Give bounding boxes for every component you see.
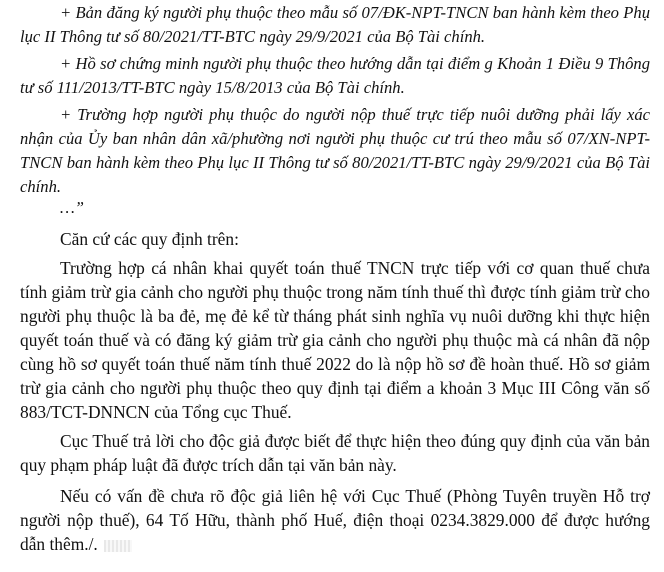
quoted-provisions: [20, 1, 650, 217]
quoted-provision-dependent-registration: + Bản đăng ký người phụ thuộc theo mẫu số 07/ĐK-NPT-TNCN ban hành kèm theo Phụ lục II Thông tư số 80/2021/TT-BTC ngày 29/9/2021 của Bộ Tài chính.: [20, 3, 650, 46]
answer-intro: Căn cứ các quy định trên:: [60, 229, 239, 249]
answer-body: [20, 227, 650, 556]
quoted-provision-commune-confirmation: + Trường hợp người phụ thuộc do người nộp thuế trực tiếp nuôi dưỡng phải lấy xác nhận của Ủy ban nhân dân xã/phường nơi người phụ thuộc cư trú theo mẫu số 07/XN-NPT-TNCN ban hành kèm theo Phụ lục II Thông tư số 80/2021/TT-BTC ngày 29/9/2021 của Bộ Tài chính.: [20, 105, 650, 196]
answer-paragraph-deduction: Trường hợp cá nhân khai quyết toán thuế TNCN trực tiếp với cơ quan thuế chưa tính giảm trừ gia cảnh cho người phụ thuộc trong năm tính thuế thì được tính giảm trừ cho người phụ thuộc là ba đẻ, mẹ đẻ kể từ tháng phát sinh nghĩa vụ nuôi dưỡng khi thực hiện quyết toán thuế và có đăng ký giảm trừ gia cảnh cho người phụ thuộc mà cá nhân đã nộp cùng hồ sơ quyết toán thuế năm tính thuế 2022 do là nộp hồ sơ đề hoàn thuế. Hồ sơ giảm trừ gia cảnh cho người phụ thuộc theo quy định tại điểm a khoản 3 Mục III Công văn số 883/TCT-DNNCN của Tổng cục Thuế.: [20, 258, 650, 422]
faint-watermark-mark: [104, 540, 132, 552]
quote-end-mark: …”: [60, 198, 84, 217]
answer-paragraph-conclusion: Cục Thuế trả lời cho độc giả được biết để thực hiện theo đúng quy định của văn bản quy phạm pháp luật đã được trích dẫn tại văn bản này.: [20, 431, 650, 475]
quoted-provision-dependent-proof: + Hồ sơ chứng minh người phụ thuộc theo hướng dẫn tại điểm g Khoản 1 Điều 9 Thông tư số 111/2013/TT-BTC ngày 15/8/2013 của Bộ Tài chính.: [20, 54, 650, 97]
contact-paragraph: [20, 484, 650, 556]
contact-text: Nếu có vấn đề chưa rõ độc giả liên hệ với Cục Thuế (Phòng Tuyên truyền Hỗ trợ người nộp thuế), 64 Tố Hữu, thành phố Huế, điện thoại 0234.3829.000 để được hướng dẫn thêm./.: [20, 486, 650, 554]
